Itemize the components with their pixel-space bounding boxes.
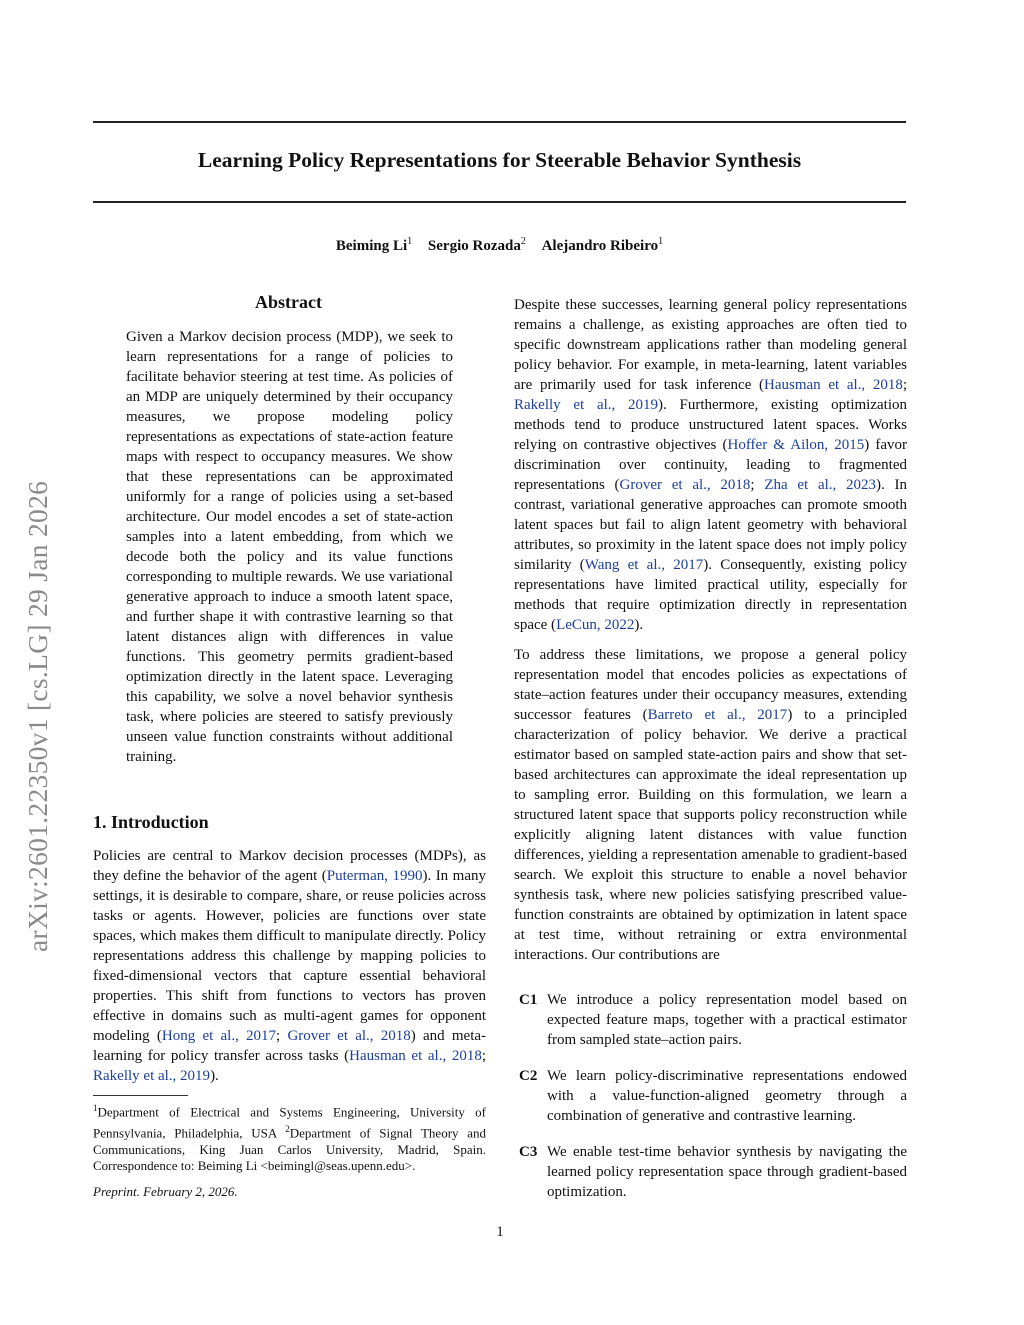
- page-number: 1: [496, 1224, 504, 1240]
- contribution-label: C2: [519, 1068, 538, 1084]
- title-top-rule: [93, 121, 906, 123]
- contribution-label: C3: [519, 1144, 538, 1160]
- contribution-item: [514, 1142, 907, 1202]
- abstract-heading: Abstract: [255, 292, 322, 312]
- citation-link[interactable]: Puterman, 1990: [326, 868, 423, 884]
- citation-link[interactable]: Barreto et al., 2017: [647, 707, 788, 723]
- author: Beiming Li$^1$: [335, 236, 413, 254]
- citation-link[interactable]: Hong et al., 2017: [161, 1028, 277, 1044]
- abstract-text: Given a Markov decision process (MDP), we seek to learn representations for a range of policies to facilitate behavior steering at test time. As policies of an MDP are uniquely determined by their occupancy measures, we propose modeling policy representations as expectations of state-action feature maps with respect to occupancy measures. We show that these representations can be approximated uniformly for a range of policies using a set-based architecture. Our model encodes a set of state-action samples into a latent embedding, from which we decode both the policy and its value functions corresponding to multiple rewards. We use variational generative approach to induce a smooth latent space, and further shape it with contrastive learning so that latent distances align with differences in value functions. This geometry permits gradient-based optimization directly in the latent space. Leveraging this capability, we solve a novel behavior synthesis task, where policies are steered to satisfy previously unseen value function constraints without additional training.: [126, 329, 453, 765]
- title-bottom-rule: [93, 201, 906, 203]
- paper-title: Learning Policy Representations for Steerable Behavior Synthesis: [197, 148, 802, 172]
- citation-link[interactable]: Grover et al., 2018: [287, 1028, 411, 1044]
- author-list: [93, 236, 906, 255]
- contribution-item: [514, 990, 907, 1050]
- citation-link[interactable]: Hausman et al., 2018: [349, 1048, 482, 1064]
- contribution-text: We introduce a policy representation model based on expected feature maps, together with a practical estimator from sampled state–action pairs.: [547, 992, 907, 1048]
- author: Alejandro Ribeiro$^1$: [541, 236, 664, 254]
- contribution-text: We learn policy-discriminative representations endowed with a value-function-aligned geometry through a combination of generative and contrastive learning.: [547, 1068, 907, 1124]
- citation-link[interactable]: LeCun, 2022: [556, 617, 635, 633]
- intro-paragraph-2: Despite these successes, learning general policy representations remains a challenge, as existing approaches are often tied to specific downstream applications rather than modeling general policy behavior. For example, in meta-learning, latent variables are primarily used for task inference (Hausman et al., 2018; Rakelly et al., 2019). Furthermore, existing optimization methods tend to produce unstructured latent spaces. Works relying on contrastive objectives (Hoffer & Ailon, 2015) favor discrimination over continuity, leading to fragmented representations (Grover et al., 2018; Zha et al., 2023). In contrast, variational generative approaches can promote smooth latent spaces but fail to align latent geometry with behavioral attributes, so proximity in the latent space does not imply policy similarity (Wang et al., 2017). Consequently, existing policy representations have limited practical utility, especially for methods that require optimization directly in representation space (LeCun, 2022).: [514, 297, 908, 633]
- citation-link[interactable]: Hausman et al., 2018: [764, 377, 903, 393]
- contribution-text: We enable test-time behavior synthesis by navigating the learned policy representation space through gradient-based optimization.: [547, 1144, 907, 1200]
- intro-paragraph-3: To address these limitations, we propose a general policy representation model that encodes policies as expectations of state–action features under their occupancy measures, extending successor features (Barreto et al., 2017) to a principled characterization of policy behavior. We derive a practical estimator based on sampled state-action pairs and show that set-based architectures can approximate the ideal representation up to sampling error. Building on this formulation, we learn a structured latent space that supports policy reconstruction while explicitly aligning latent distances with value function differences, yielding a representation amenable to gradient-based search. We exploit this structure to enable a novel behavior synthesis task, where new policies satisfying prescribed value-function constraints are obtained by optimization in latent space at test time, without retraining or extra environmental interactions. Our contributions are: [514, 647, 907, 963]
- affiliation-footnote: $^1$Department of Electrical and Systems Engineering, University of Pennsylvania, Philadelphia, USA $^2$Department of Signal Theory and Communications, King Juan Carlos University, Madrid, Spain. Correspondence to: Beiming Li <beimingl@seas.upenn.edu>.: [93, 1103, 486, 1174]
- citation-link[interactable]: Wang et al., 2017: [584, 557, 704, 573]
- arxiv-stamp: arXiv:2601.22350v1 [cs.LG] 29 Jan 2026: [22, 480, 53, 952]
- contribution-label: C1: [519, 992, 538, 1008]
- citation-link[interactable]: Rakelly et al., 2019: [514, 397, 659, 413]
- contribution-item: [514, 1066, 907, 1126]
- citation-link[interactable]: Rakelly et al., 2019: [93, 1068, 211, 1084]
- footnote-rule: [93, 1095, 188, 1096]
- author: Sergio Rozada$^2$: [427, 236, 526, 254]
- citation-link[interactable]: Zha et al., 2023: [764, 477, 877, 493]
- preprint-note: Preprint. February 2, 2026.: [93, 1184, 238, 1199]
- intro-paragraph-1: Policies are central to Markov decision processes (MDPs), as they define the behavior of the agent (Puterman, 1990). In many settings, it is desirable to compare, share, or reuse policies across tasks or agents. However, policies are functions over state spaces, which makes them difficult to manipulate directly. Policy representations address this challenge by mapping policies to fixed-dimensional vectors that capture essential behavioral properties. This shift from functions to vectors has proven effective in domains such as multi-agent games for opponent modeling (Hong et al., 2017; Grover et al., 2018) and meta-learning for policy transfer across tasks (Hausman et al., 2018; Rakelly et al., 2019).: [93, 848, 487, 1084]
- citation-link[interactable]: Grover et al., 2018: [619, 477, 751, 493]
- citation-link[interactable]: Hoffer & Ailon, 2015: [727, 437, 865, 453]
- section-heading-introduction: 1. Introduction: [93, 812, 209, 832]
